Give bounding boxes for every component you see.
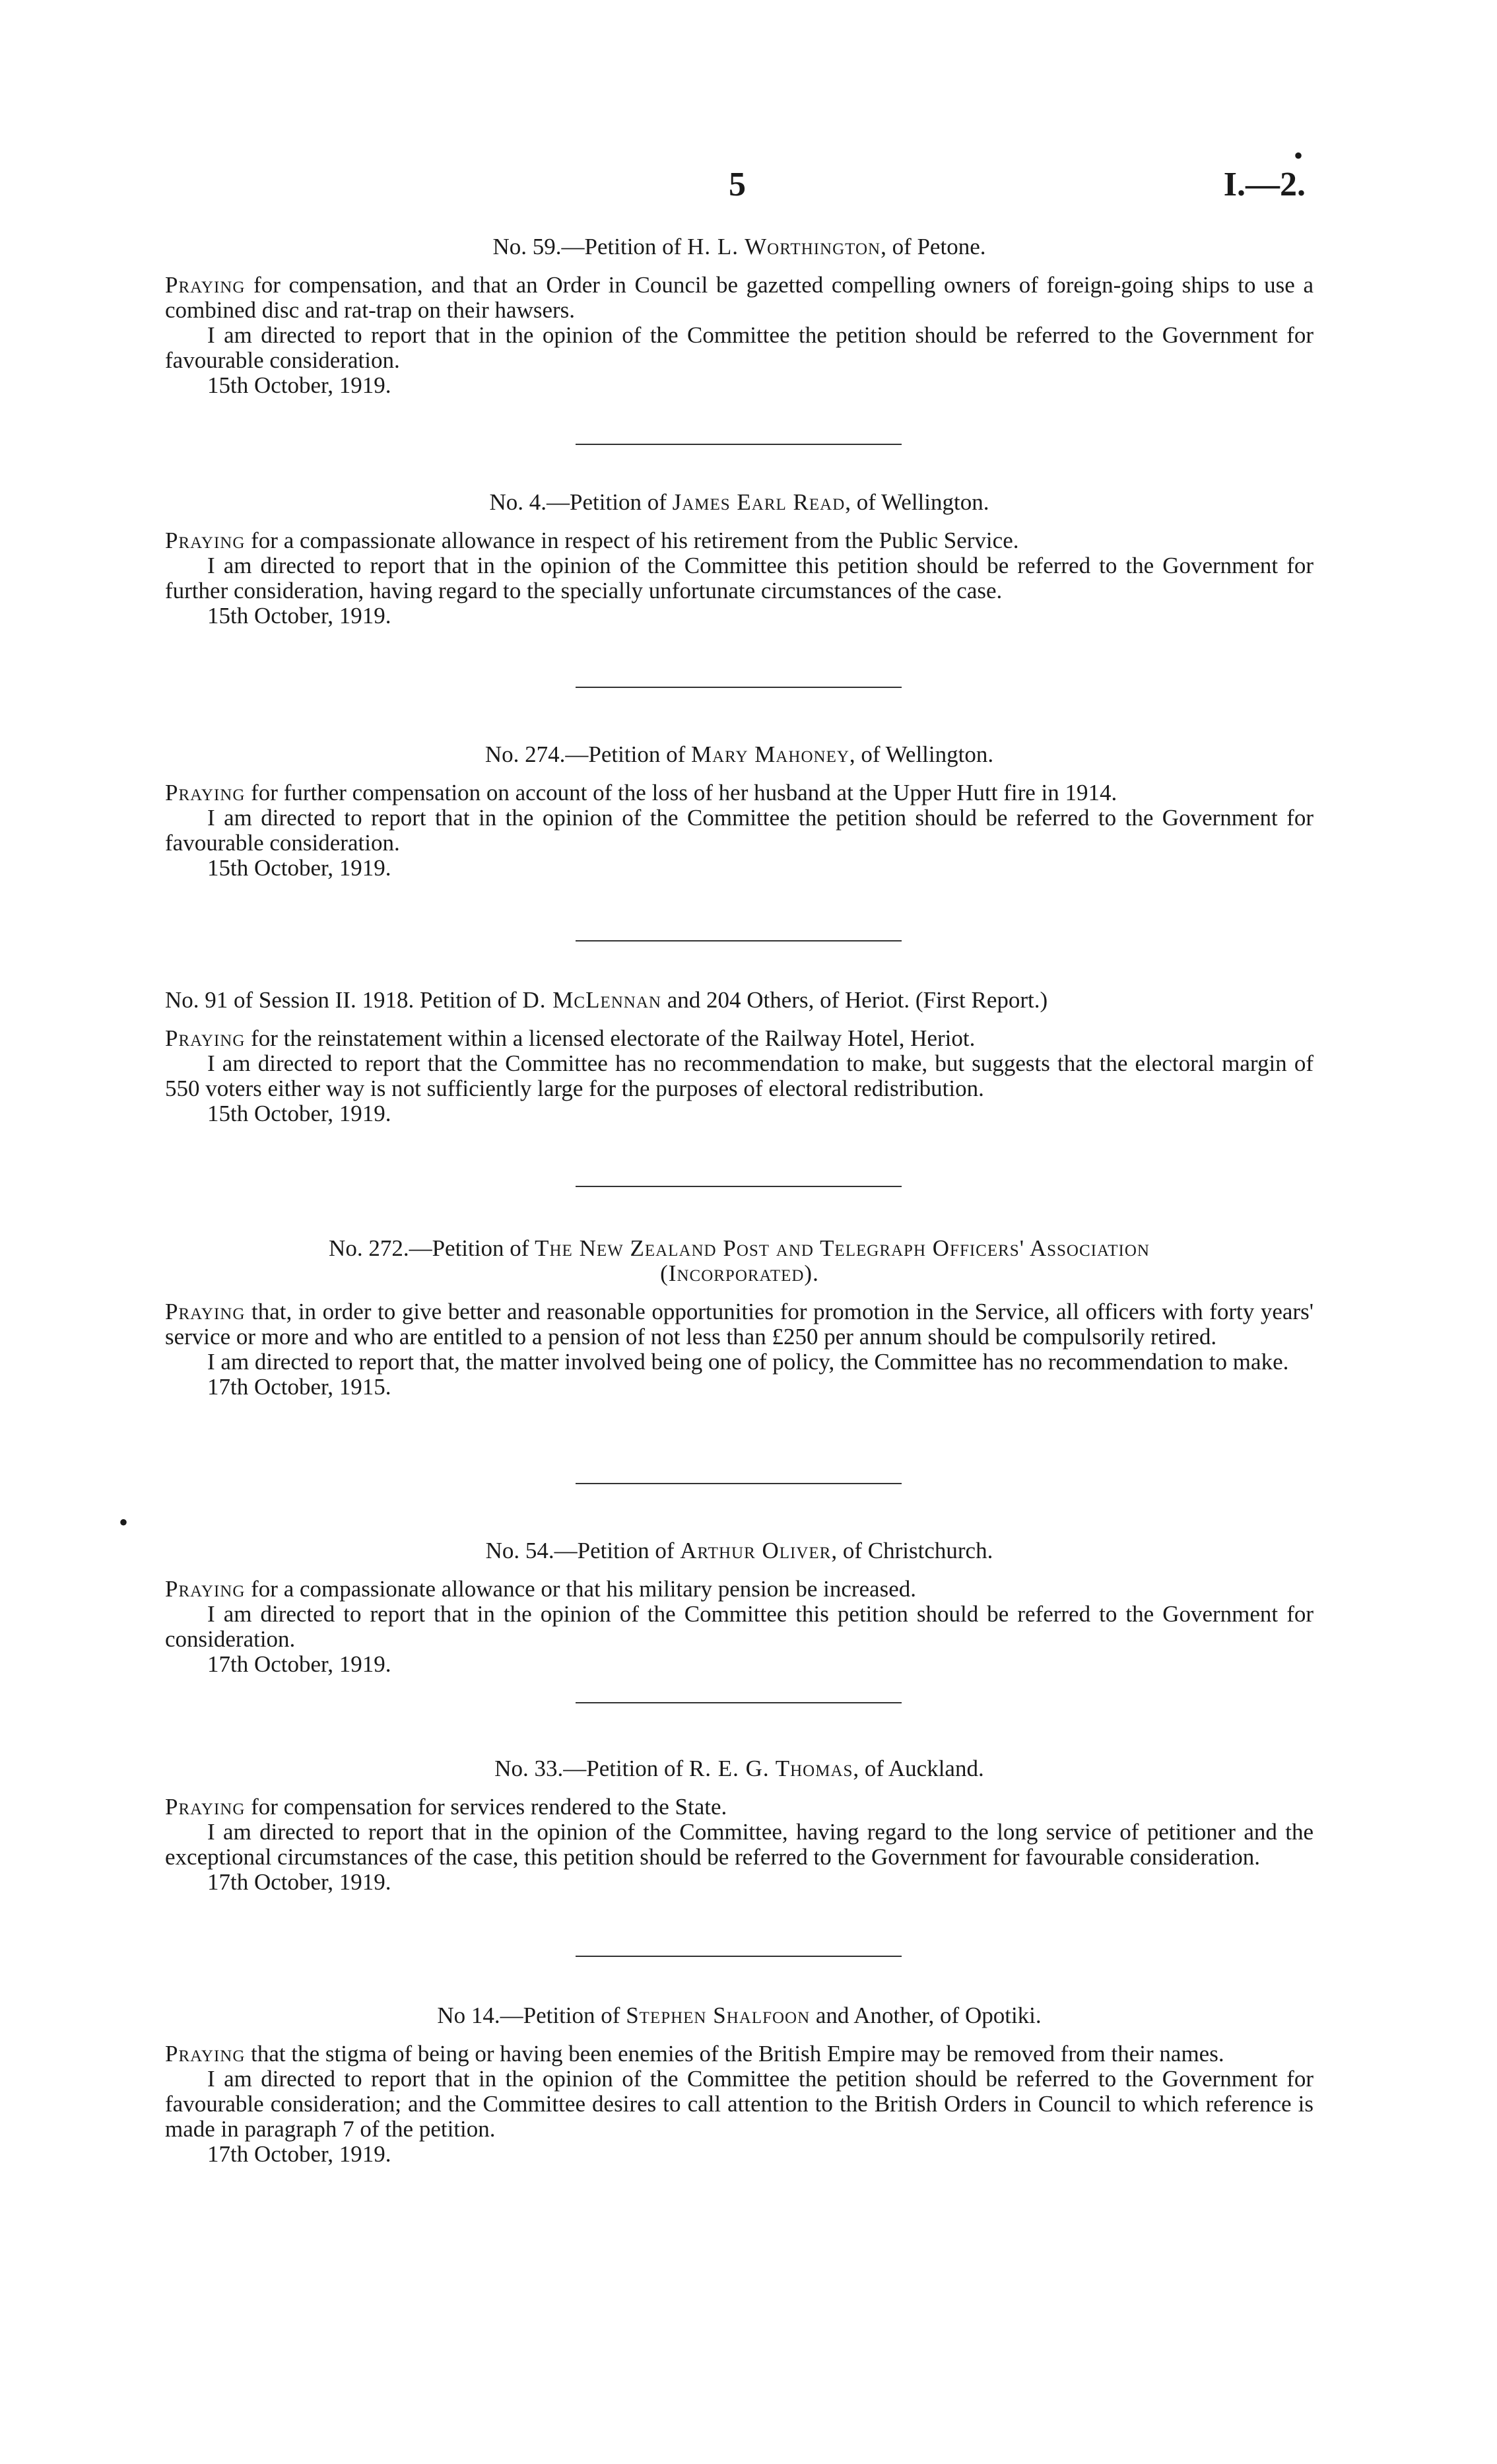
- report-paragraph: I am directed to report that the Committee has no recommendation to make, but suggests that the electoral margin of 550 voters either way is not sufficiently large for the purposes of electoral redistribution.: [165, 1050, 1314, 1101]
- praying-paragraph: Praying for a compassionate allowance or that his military pension be increased.: [165, 1576, 916, 1602]
- petition-title: No. 4.—Petition of James Earl Read, of Wellington.: [489, 489, 989, 515]
- praying-paragraph: Praying for further compensation on account of the loss of her husband at the Upper Hutt fire in 1914.: [165, 780, 1117, 805]
- petitioner-name: Mary Mahoney: [690, 741, 849, 767]
- report-paragraph: I am directed to report that in the opinion of the Committee the petition should be referred to the Government for favourable consideration.: [165, 322, 1314, 373]
- praying-paragraph: Praying that the stigma of being or having been enemies of the British Empire may be removed from their names.: [165, 2041, 1224, 2067]
- petition-title: No 14.—Petition of Stephen Shalfoon and Another, of Opotiki.: [437, 2002, 1042, 2028]
- petitioner-name: Stephen Shalfoon: [626, 2002, 811, 2028]
- praying-paragraph: Praying for compensation for services rendered to the State.: [165, 1794, 727, 1820]
- report-date: 17th October, 1915.: [207, 1374, 391, 1400]
- petitioner-name: D. McLennan: [522, 987, 661, 1013]
- petition-272: [165, 1236, 1314, 1400]
- report-paragraph: I am directed to report that in the opinion of the Committee the petition should be referred to the Government for favourable consideration.: [165, 805, 1314, 856]
- report-paragraph: I am directed to report that, the matter involved being one of policy, the Committee has no recommendation to make.: [207, 1349, 1289, 1375]
- petitioner-name: James Earl Read: [672, 489, 846, 515]
- section-divider: [576, 1702, 902, 1703]
- top-mark: •: [1294, 141, 1304, 170]
- petition-title: No. 91 of Session II. 1918. Petition of D. McLennan and 204 Others, of Heriot. (First Report.): [165, 987, 1048, 1013]
- petitioner-name: The New Zealand Post and Telegraph Officers' Association (Incorporated): [535, 1235, 1150, 1286]
- report-paragraph: I am directed to report that in the opinion of the Committee this petition should be referred to the Government for further consideration, having regard to the specially unfortunate circumstances of the case.: [165, 553, 1314, 603]
- petitioner-name: Arthur Oliver: [680, 1538, 832, 1563]
- praying-paragraph: Praying that, in order to give better and reasonable opportunities for promotion in the Service, all officers with forty years' service or more and who are entitled to a pension of not less than £250 per annum should be compulsorily retired.: [165, 1299, 1314, 1350]
- petition-54: [165, 1538, 1314, 1677]
- margin-mark: •: [119, 1507, 129, 1537]
- section-divider: [576, 940, 902, 941]
- praying-paragraph: Praying for a compassionate allowance in respect of his retirement from the Public Service.: [165, 528, 1019, 553]
- praying-paragraph: Praying for the reinstatement within a licensed electorate of the Railway Hotel, Heriot.: [165, 1025, 976, 1051]
- section-divider: [576, 1483, 902, 1484]
- petition-title: No. 272.—Petition of The New Zealand Post and Telegraph Officers' Association (Incorporated).: [329, 1235, 1150, 1286]
- petition-title: No. 54.—Petition of Arthur Oliver, of Christchurch.: [485, 1538, 993, 1563]
- petition-33: [165, 1756, 1314, 1895]
- report-date: 17th October, 1919.: [207, 2141, 391, 2167]
- petition-title: No. 59.—Petition of H. L. Worthington, of Petone.: [492, 234, 986, 259]
- section-divider: [576, 1956, 902, 1957]
- petitioner-name: H. L. Worthington: [687, 234, 881, 259]
- section-divider: [576, 687, 902, 688]
- report-date: 17th October, 1919.: [207, 1869, 391, 1895]
- report-date: 15th October, 1919.: [207, 603, 391, 629]
- petition-title: No. 33.—Petition of R. E. G. Thomas, of Auckland.: [494, 1756, 984, 1781]
- section-divider: [576, 444, 902, 445]
- petition-14: [165, 2003, 1314, 2167]
- report-paragraph: I am directed to report that in the opinion of the Committee the petition should be referred to the Government for favourable consideration; and the Committee desires to call attention to the British Orders in Council to which reference is made in paragraph 7 of the petition.: [165, 2066, 1314, 2142]
- petition-91: [165, 988, 1314, 1126]
- petition-4: [165, 490, 1314, 629]
- report-date: 15th October, 1919.: [207, 372, 391, 398]
- petition-title: No. 274.—Petition of Mary Mahoney, of Wellington.: [484, 741, 994, 767]
- section-divider: [576, 1186, 902, 1187]
- petition-59: [165, 234, 1314, 398]
- report-date: 15th October, 1919.: [207, 1101, 391, 1126]
- page-number: 5: [729, 166, 746, 203]
- report-paragraph: I am directed to report that in the opinion of the Committee this petition should be referred to the Government for consideration.: [165, 1601, 1314, 1652]
- report-date: 17th October, 1919.: [207, 1651, 391, 1677]
- praying-paragraph: Praying for compensation, and that an Order in Council be gazetted compelling owners of foreign-going ships to use a combined disc and rat-trap on their hawsers.: [165, 272, 1314, 323]
- petitioner-name: R. E. G. Thomas: [688, 1756, 853, 1781]
- document-reference: I.—2.: [1223, 166, 1306, 203]
- petition-274: [165, 742, 1314, 881]
- report-paragraph: I am directed to report that in the opinion of the Committee, having regard to the long service of petitioner and the exceptional circumstances of the case, this petition should be referred to the Government for favourable consideration.: [165, 1819, 1314, 1870]
- report-date: 15th October, 1919.: [207, 855, 391, 881]
